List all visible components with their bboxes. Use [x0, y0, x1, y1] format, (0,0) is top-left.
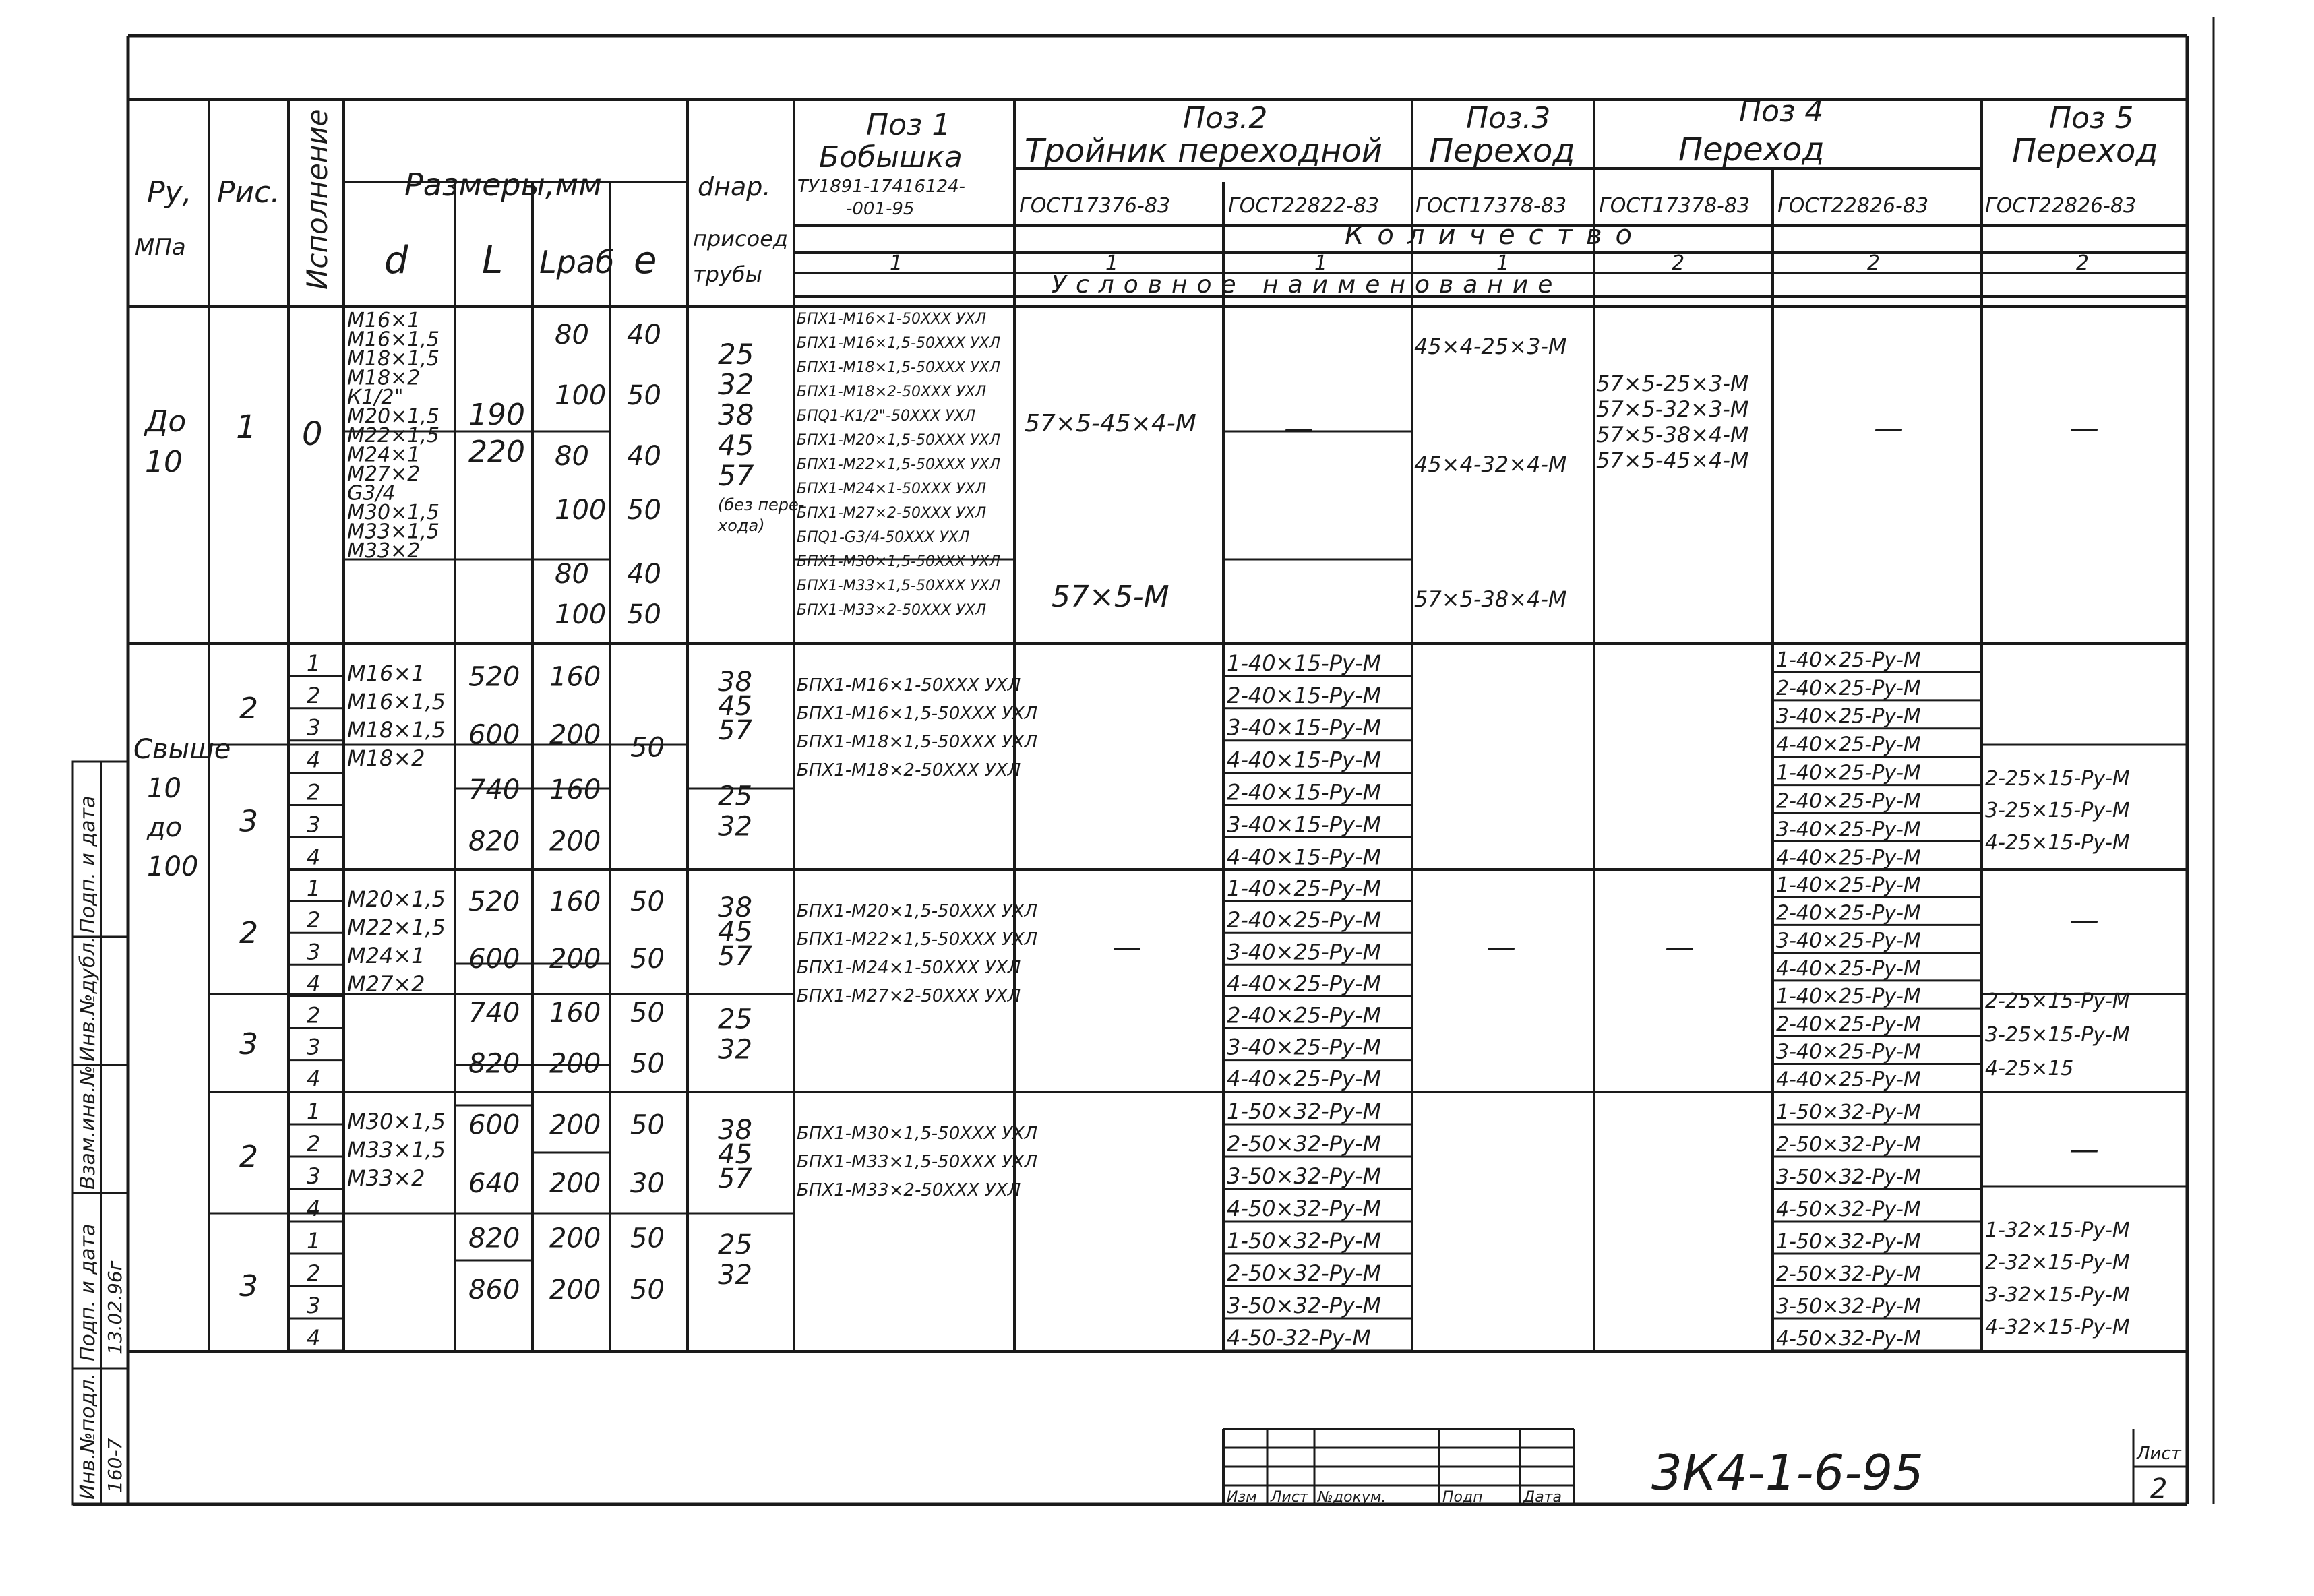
- poz2-tee-cell: 3-40×25-Ру-М: [1227, 1034, 1382, 1060]
- poz4-title: Поз 4: [1739, 94, 1824, 129]
- size-Lrab-cell: 200: [549, 1167, 601, 1199]
- quantity-label: Количество: [1345, 220, 1646, 251]
- size-Lrab-cell: 80: [555, 441, 589, 472]
- size-Lrab-cell: 100: [555, 380, 607, 411]
- fig-value: 2: [239, 916, 258, 951]
- poz3-std: ГОСТ17378-83: [1415, 194, 1567, 218]
- poz5-reducer-cell: 2-25×15-Ру-М: [1985, 767, 2130, 791]
- outer-diameter-cell: 57: [718, 941, 752, 972]
- dnar-header-2: присоед: [693, 226, 789, 251]
- table-header: [135, 94, 2158, 299]
- document-designation: 3К4-1-6-95: [1651, 1444, 1924, 1501]
- poz1-boss-cell: БПQ1-К1/2"-50ХХХ УХЛ: [797, 408, 976, 425]
- size-Lrab-cell: 200: [549, 1223, 601, 1254]
- outer-diameter-cell: 45: [718, 917, 752, 948]
- poz4-std-a: ГОСТ17378-83: [1599, 194, 1750, 218]
- exec-value: 3: [307, 811, 321, 838]
- side-stamp: [73, 762, 128, 1504]
- poz1-boss-cell: БПХ1-М16×1-50ХХХ УХЛ: [797, 675, 1021, 696]
- row-lines: [288, 672, 1982, 1351]
- size-d-cell: М18×1,5: [347, 717, 446, 743]
- poz2-tee-cell: —: [1284, 411, 1314, 446]
- size-L-cell: 600: [468, 719, 520, 751]
- outer-diameter-cell: 45: [718, 691, 752, 722]
- exec-value: 3: [307, 1293, 321, 1318]
- size-d-cell: М16×1: [347, 661, 425, 686]
- poz4-reducer-cell: 4-40×25-Ру-М: [1776, 846, 1921, 870]
- size-L-cell: 860: [468, 1275, 520, 1306]
- poz1-boss-cell: БПХ1-М16×1,5-50ХХХ УХЛ: [797, 335, 1001, 352]
- poz1-boss-cell: БПХ1-М33×1,5-50ХХХ УХЛ: [797, 578, 1001, 594]
- poz2-tee-cell: 57×5-М: [1052, 580, 1169, 614]
- poz1-boss-cell: БПХ1-М27×2-50ХХХ УХЛ: [797, 505, 987, 522]
- size-L-cell: 820: [468, 1048, 520, 1080]
- poz2-tee-cell: 2-40×25-Ру-М: [1227, 907, 1382, 933]
- title-block: [1223, 1429, 2187, 1506]
- poz5-std: ГОСТ22826-83: [1985, 194, 2137, 218]
- stamp-label-inv-podl: Инв.№подл.: [76, 1373, 100, 1500]
- size-e-cell: 30: [630, 1167, 665, 1199]
- poz1-title: Поз 1: [866, 108, 951, 142]
- poz1-boss-cell: БПХ1-М22×1,5-50ХХХ УХЛ: [797, 929, 1038, 950]
- size-Lrab-cell: 160: [549, 774, 601, 805]
- exec-value: 3: [307, 1034, 321, 1060]
- pu-header: Ру,: [147, 175, 192, 210]
- poz1-boss-cell: БПХ1-М24×1-50ХХХ УХЛ: [797, 481, 987, 497]
- size-e-cell: 50: [630, 732, 665, 764]
- poz2-tee-cell: 3-40×15-Ру-М: [1227, 811, 1382, 838]
- poz2-tee-cell: 4-40×25-Ру-М: [1227, 1066, 1382, 1092]
- size-e-cell: 40: [627, 559, 661, 590]
- poz2-tee-cell: 2-40×25-Ру-М: [1227, 1002, 1382, 1029]
- size-d-cell: М33×1,5: [347, 520, 439, 544]
- poz5-reducer-cell: 3-25×15-Ру-М: [1985, 799, 2130, 822]
- size-d-cell: М16×1,5: [347, 689, 446, 714]
- size-Lrab-cell: 200: [549, 826, 601, 857]
- poz4-reducer-cell: 4-50×32-Ру-М: [1776, 1327, 1921, 1351]
- outer-diameter-cell: 25: [718, 338, 754, 371]
- exec-value: 2: [307, 779, 321, 805]
- size-d-cell: М33×2: [347, 1165, 425, 1191]
- outer-diameter-cell: 32: [718, 368, 754, 401]
- tb-label-data: Дата: [1523, 1489, 1562, 1506]
- size-Lrab-cell: 200: [549, 1048, 601, 1080]
- poz1-boss-cell: БПХ1-М33×1,5-50ХХХ УХЛ: [797, 1152, 1038, 1172]
- poz4-reducer-cell: 2-40×25-Ру-М: [1776, 1012, 1921, 1037]
- exec-value: 1: [307, 1228, 321, 1254]
- size-Lrab-cell: 160: [549, 661, 601, 693]
- outer-diameter-cell: 45: [718, 1139, 752, 1170]
- qty-2: 1: [1105, 251, 1119, 275]
- poz5-name: Переход: [2012, 132, 2158, 170]
- size-d-cell: М16×1: [347, 309, 421, 332]
- poz4-reducer-cell: 3-40×25-Ру-М: [1776, 1040, 1921, 1064]
- poz1-boss-cell: БПХ1-М33×2-50ХХХ УХЛ: [797, 1180, 1021, 1200]
- outer-diameter-cell: 38: [718, 892, 752, 923]
- size-Lrab-cell: 200: [549, 944, 601, 975]
- poz4-reducer-cell: 57×5-45×4-М: [1596, 448, 1749, 473]
- poz1-std2: -001-95: [846, 199, 915, 219]
- poz2-tee-cell: 4-40×25-Ру-М: [1227, 971, 1382, 997]
- size-e-cell: 50: [630, 1223, 665, 1254]
- poz3-name: Переход: [1429, 132, 1575, 170]
- size-L-cell: 190: [468, 398, 525, 432]
- size-e-cell: 50: [627, 495, 661, 526]
- qty-5: 2: [1672, 251, 1685, 275]
- outer-diameter-cell: 38: [718, 1115, 752, 1146]
- fig-value: 2: [239, 1140, 258, 1174]
- pu-value: до: [147, 812, 183, 843]
- poz4-reducer-cell: 2-40×25-Ру-М: [1776, 789, 1921, 814]
- size-L-cell: 740: [468, 998, 520, 1029]
- stamp-label-podp-data-2: Подп. и дата: [76, 795, 100, 933]
- qty-3: 1: [1314, 251, 1328, 275]
- poz4-reducer-cell: 4-40×25-Ру-М: [1776, 1068, 1921, 1092]
- exec-value: 4: [307, 1325, 321, 1351]
- tb-label-ndokum: №докум.: [1318, 1489, 1387, 1506]
- poz4-reducer-cell: 3-40×25-Ру-М: [1776, 818, 1921, 842]
- outer-diameter-cell: 57: [718, 1163, 752, 1194]
- outer-diameter-cell: хода): [718, 516, 765, 535]
- poz2-tee-cell: 4-50×32-Ру-М: [1227, 1196, 1382, 1221]
- size-d-cell: М24×1: [347, 943, 425, 969]
- size-e-cell: 50: [627, 380, 661, 411]
- dnar-header: dнар.: [698, 172, 771, 202]
- exec-value: 2: [307, 1260, 321, 1286]
- exec-value: 1: [307, 650, 321, 676]
- poz2-tee-cell: —: [1112, 930, 1142, 964]
- size-e-cell: 50: [630, 1275, 665, 1306]
- exec-header: Исполнение: [301, 109, 334, 290]
- size-d-cell: М33×1,5: [347, 1137, 446, 1163]
- size-e-cell: 40: [627, 319, 661, 350]
- qty-6: 2: [1867, 251, 1881, 275]
- poz4-reducer-cell: 3-50×32-Ру-М: [1776, 1295, 1921, 1318]
- size-Lrab-cell: 100: [555, 599, 607, 630]
- outer-diameter-cell: 45: [718, 429, 754, 462]
- exec-value: 2: [307, 907, 321, 933]
- poz1-std: ТУ1891-17416124-: [797, 177, 965, 197]
- poz4-reducer-cell: 2-40×25-Ру-М: [1776, 676, 1921, 700]
- size-Lrab-cell: 200: [549, 1275, 601, 1306]
- poz2-tee-cell: 1-50×32-Ру-М: [1227, 1228, 1382, 1254]
- size-L-cell: 600: [468, 1109, 520, 1141]
- poz2-tee-cell: 1-50×32-Ру-М: [1227, 1099, 1382, 1124]
- poz1-boss-cell: БПХ1-М24×1-50ХХХ УХЛ: [797, 958, 1021, 978]
- stamp-value-date: 13.02.96г: [104, 1260, 126, 1355]
- sizes-header: Размеры,мм: [404, 166, 602, 203]
- stamp-label-podp-data-1: Подп. и дата: [76, 1223, 100, 1361]
- poz4-reducer-cell: 1-40×25-Ру-М: [1776, 873, 1921, 898]
- poz4-reducer-cell: 4-50×32-Ру-М: [1776, 1198, 1921, 1221]
- size-e-cell: 50: [630, 944, 665, 975]
- exec-value: 3: [307, 939, 321, 965]
- poz1-boss-cell: БПХ1-М16×1,5-50ХХХ УХЛ: [797, 704, 1038, 724]
- poz2-name: Тройник переходной: [1025, 132, 1382, 170]
- exec-value: 3: [307, 714, 321, 741]
- size-Lrab-cell: 80: [555, 319, 589, 350]
- poz3-reducer-cell: 57×5-38×4-М: [1414, 586, 1567, 612]
- pu-value: До: [145, 404, 187, 439]
- size-L-cell: 640: [468, 1167, 520, 1199]
- poz2-tee-cell: 1-40×25-Ру-М: [1227, 876, 1382, 902]
- poz5-reducer-cell: 4-25×15-Ру-М: [1985, 831, 2130, 855]
- sheet-number: 2: [2150, 1473, 2168, 1504]
- L-header: L: [482, 239, 504, 282]
- size-Lrab-cell: 100: [555, 495, 607, 526]
- size-Lrab-cell: 200: [549, 1109, 601, 1141]
- poz2-tee-cell: 3-50×32-Ру-М: [1227, 1293, 1382, 1318]
- poz1-boss-cell: БПХ1-М16×1-50ХХХ УХЛ: [797, 311, 987, 328]
- poz2-tee-cell: 3-40×25-Ру-М: [1227, 939, 1382, 965]
- pu-unit: МПа: [135, 234, 186, 261]
- stamp-value-inv: 160-7: [104, 1438, 126, 1493]
- pu-value: 10: [145, 445, 183, 479]
- poz3-reducer-cell: 45×4-25×3-М: [1414, 334, 1567, 359]
- poz2-tee-cell: 2-40×15-Ру-М: [1227, 779, 1382, 805]
- poz2-std-b: ГОСТ22822-83: [1228, 194, 1380, 218]
- poz4-reducer-cell: 3-40×25-Ру-М: [1776, 929, 1921, 953]
- poz4-reducer-cell: 57×5-32×3-М: [1596, 396, 1749, 422]
- exec-value: 0: [302, 415, 323, 453]
- outer-diameter-cell: 32: [718, 1260, 752, 1291]
- size-e-cell: 50: [630, 998, 665, 1029]
- size-d-cell: М18×2: [347, 366, 421, 390]
- pu-value: Свыше: [133, 734, 231, 765]
- size-d-cell: М30×1,5: [347, 1109, 446, 1134]
- pu-value: 100: [147, 851, 199, 882]
- poz4-reducer-cell: 2-50×32-Ру-М: [1776, 1133, 1921, 1157]
- poz4-std-b: ГОСТ22826-83: [1777, 194, 1929, 218]
- stamp-label-vzam-inv: Взам.инв.№: [76, 1065, 100, 1190]
- poz2-tee-cell: 57×5-45×4-М: [1025, 410, 1196, 437]
- fig-value: 2: [239, 691, 258, 726]
- dnar-header-3: трубы: [693, 262, 762, 287]
- poz4-reducer-cell: 3-50×32-Ру-М: [1776, 1165, 1921, 1189]
- fig-value: 3: [239, 1269, 258, 1303]
- size-d-cell: М18×2: [347, 745, 425, 771]
- d-header: d: [384, 239, 408, 282]
- poz2-tee-cell: 2-50×32-Ру-М: [1227, 1260, 1382, 1286]
- poz3-reducer-cell: 45×4-32×4-М: [1414, 452, 1567, 477]
- pu-value: 10: [147, 773, 181, 804]
- size-L-cell: 740: [468, 774, 520, 805]
- size-d-cell: К1/2": [347, 386, 404, 409]
- poz1-boss-cell: БПХ1-М30×1,5-50ХХХ УХЛ: [797, 1124, 1038, 1144]
- outer-diameter-cell: 32: [718, 1034, 752, 1066]
- poz2-std-a: ГОСТ17376-83: [1019, 194, 1171, 218]
- tb-label-list: Лист: [1271, 1489, 1308, 1506]
- outer-diameter-cell: 25: [718, 1004, 752, 1035]
- poz1-boss-cell: БПХ1-М30×1,5-50ХХХ УХЛ: [797, 553, 1001, 570]
- poz1-boss-cell: БПХ1-М18×1,5-50ХХХ УХЛ: [797, 359, 1001, 376]
- size-e-cell: 40: [627, 441, 661, 472]
- poz1-boss-cell: БПХ1-М20×1,5-50ХХХ УХЛ: [797, 901, 1038, 921]
- poz1-boss-cell: БПQ1-G3/4-50ХХХ УХЛ: [797, 529, 970, 546]
- poz1-boss-cell: БПХ1-М18×1,5-50ХХХ УХЛ: [797, 732, 1038, 752]
- exec-value: 2: [307, 1002, 321, 1029]
- poz4-reducer-cell: 1-50×32-Ру-М: [1776, 1101, 1921, 1124]
- poz4-reducer-cell: 57×5-38×4-М: [1596, 422, 1749, 448]
- size-d-cell: М22×1,5: [347, 424, 439, 448]
- exec-value: 1: [307, 876, 321, 902]
- poz4-reducer-cell: 1-40×25-Ру-М: [1776, 985, 1921, 1009]
- size-L-cell: 820: [468, 826, 520, 857]
- poz5-title: Поз 5: [2049, 101, 2134, 135]
- tb-label-podp: Подп: [1442, 1489, 1483, 1506]
- size-d-cell: М16×1,5: [347, 328, 439, 352]
- size-L-cell: 520: [468, 661, 520, 693]
- size-d-cell: М30×1,5: [347, 501, 439, 524]
- size-d-cell: М27×2: [347, 971, 425, 997]
- size-e-cell: 50: [630, 1048, 665, 1080]
- exec-value: 1: [307, 1099, 321, 1124]
- poz4-reducer-cell: 2-50×32-Ру-М: [1776, 1262, 1921, 1286]
- size-e-cell: 50: [630, 1109, 665, 1141]
- size-d-cell: М20×1,5: [347, 404, 439, 429]
- poz2-tee-cell: 4-40×15-Ру-М: [1227, 844, 1382, 870]
- Lrab-header: Lраб: [539, 244, 615, 280]
- exec-value: 4: [307, 747, 321, 773]
- qty-1: 1: [890, 251, 903, 275]
- qty-7: 2: [2076, 251, 2090, 275]
- outer-diameter-cell: 25: [718, 780, 752, 812]
- size-Lrab-cell: 160: [549, 998, 601, 1029]
- exec-value: 4: [307, 1196, 321, 1221]
- fig-header: Рис.: [217, 175, 280, 210]
- size-d-cell: М27×2: [347, 462, 421, 486]
- poz3-title: Поз.3: [1466, 101, 1551, 135]
- size-d-cell: М24×1: [347, 443, 421, 467]
- outer-diameter-cell: (без пере-: [718, 495, 805, 514]
- fig-value: 3: [239, 1027, 258, 1062]
- size-Lrab-cell: 200: [549, 719, 601, 751]
- size-L-cell: 820: [468, 1223, 520, 1254]
- poz4-reducer-cell: 1-40×25-Ру-М: [1776, 761, 1921, 785]
- sheet-label: Лист: [2137, 1444, 2181, 1464]
- poz2-tee-cell: 4-40×15-Ру-М: [1227, 747, 1382, 773]
- outer-diameter-cell: 25: [718, 1229, 752, 1260]
- poz1-boss-cell: БПХ1-М18×2-50ХХХ УХЛ: [797, 760, 1021, 780]
- poz2-tee-cell: 4-50-32-Ру-М: [1227, 1325, 1371, 1351]
- size-d-cell: М22×1,5: [347, 915, 446, 940]
- poz2-tee-cell: 3-50×32-Ру-М: [1227, 1163, 1382, 1189]
- size-e-cell: 50: [630, 886, 665, 918]
- size-Lrab-cell: 80: [555, 559, 589, 590]
- exec-value: 4: [307, 1066, 321, 1092]
- poz5-reducer-cell: 2-25×15-Ру-М: [1985, 989, 2130, 1013]
- exec-value: 4: [307, 971, 321, 997]
- poz4-reducer-cell: 1-50×32-Ру-М: [1776, 1230, 1921, 1254]
- poz2-tee-cell: 1-40×15-Ру-М: [1227, 650, 1382, 676]
- poz5-reducer-cell: 4-32×15-Ру-М: [1985, 1316, 2130, 1339]
- poz3-reducer-cell: —: [1486, 930, 1516, 964]
- size-d-cell: М18×1,5: [347, 347, 439, 371]
- poz4-reducer-cell: 57×5-25×3-М: [1596, 371, 1749, 396]
- poz5-reducer-cell: 2-32×15-Ру-М: [1985, 1251, 2130, 1275]
- size-e-cell: 50: [627, 599, 661, 630]
- poz1-boss-cell: БПХ1-М20×1,5-50ХХХ УХЛ: [797, 432, 1001, 449]
- poz2-tee-cell: 2-50×32-Ру-М: [1227, 1131, 1382, 1157]
- poz2-title: Поз.2: [1183, 101, 1268, 135]
- poz4-reducer-cell: 4-40×25-Ру-М: [1776, 956, 1921, 981]
- size-L-cell: 600: [468, 944, 520, 975]
- e-header: e: [634, 239, 657, 282]
- tb-label-izm: Изм: [1227, 1489, 1257, 1506]
- outer-diameter-cell: 38: [718, 667, 752, 698]
- poz5-reducer-cell: 4-25×15: [1985, 1057, 2074, 1080]
- outer-diameter-cell: 38: [718, 398, 754, 431]
- poz1-boss-cell: БПХ1-М22×1,5-50ХХХ УХЛ: [797, 456, 1001, 473]
- poz2-tee-cell: 3-40×15-Ру-М: [1227, 714, 1382, 741]
- size-d-cell: М33×2: [347, 539, 421, 563]
- size-d-cell: М20×1,5: [347, 886, 446, 912]
- poz1-boss-cell: БПХ1-М18×2-50ХХХ УХЛ: [797, 383, 987, 400]
- outer-diameter-cell: 57: [718, 715, 752, 746]
- conditional-name-label: Условное наименование: [1052, 271, 1562, 299]
- poz4-name: Переход: [1678, 131, 1825, 168]
- poz4-reducer-cell: 2-40×25-Ру-М: [1776, 901, 1921, 925]
- exec-value: 2: [307, 682, 321, 708]
- outer-diameter-cell: 32: [718, 811, 752, 842]
- size-Lrab-cell: 160: [549, 886, 601, 918]
- poz4-reducer-cell: 4-40×25-Ру-М: [1776, 733, 1921, 757]
- fig-value: 1: [236, 408, 257, 446]
- fig-value: 3: [239, 804, 258, 839]
- poz4-reducer-cell: 3-40×25-Ру-М: [1776, 704, 1921, 729]
- poz5-reducer-cell: 3-32×15-Ру-М: [1985, 1283, 2130, 1307]
- poz1-name: Бобышка: [819, 140, 963, 175]
- poz5-reducer-cell: —: [2069, 411, 2099, 446]
- exec-value: 2: [307, 1131, 321, 1157]
- size-L-cell: 520: [468, 886, 520, 918]
- qty-4: 1: [1496, 251, 1510, 275]
- exec-value: 4: [307, 844, 321, 870]
- poz5-reducer-cell: 3-25×15-Ру-М: [1985, 1023, 2130, 1047]
- outer-diameter-cell: 57: [718, 459, 754, 492]
- poz4-reducer-cell: —: [1665, 930, 1695, 964]
- poz1-boss-cell: БПХ1-М33×2-50ХХХ УХЛ: [797, 602, 987, 619]
- poz5-reducer-cell: —: [2069, 903, 2099, 938]
- size-L-cell: 220: [468, 435, 525, 469]
- table-body: [133, 309, 2130, 1351]
- exec-value: 3: [307, 1163, 321, 1189]
- poz4-reducer-cell: —: [1874, 411, 1904, 446]
- size-d-cell: G3/4: [347, 481, 396, 505]
- poz5-reducer-cell: —: [2069, 1132, 2099, 1167]
- poz4-reducer-cell: 1-40×25-Ру-М: [1776, 648, 1921, 672]
- stamp-label-inv-dubl: Инв.№дубл.: [76, 935, 100, 1062]
- poz2-tee-cell: 2-40×15-Ру-М: [1227, 682, 1382, 708]
- poz1-boss-cell: БПХ1-М27×2-50ХХХ УХЛ: [797, 986, 1021, 1006]
- poz5-reducer-cell: 1-32×15-Ру-М: [1985, 1219, 2130, 1242]
